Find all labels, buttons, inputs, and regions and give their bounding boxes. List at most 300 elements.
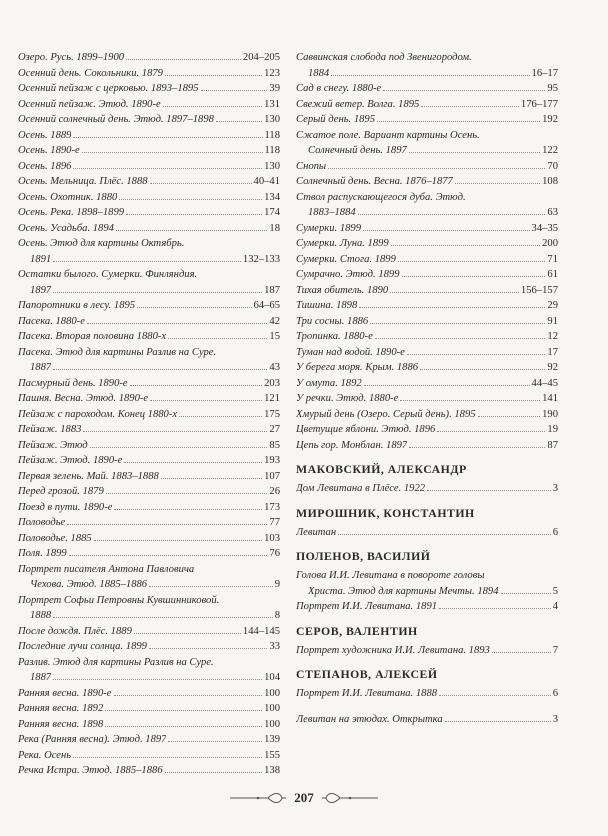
dot-leader [400,400,540,401]
page-ref: 64–65 [253,300,280,311]
index-entry [18,112,280,128]
entry-title: Портрет писателя Антона Павловича [18,563,195,575]
entry-title: Саввинская слобода под Звенигородом. [296,52,472,63]
entry-title: Осенний пейзаж. Этюд. 1890-е [18,98,161,110]
entry-title: Цветущие яблони. Этюд. 1896 [296,424,436,435]
index-entry [18,701,280,717]
page-ref: 95 [547,83,558,94]
index-entry [296,267,558,283]
index-entry [18,159,280,175]
page-ref: 33 [269,641,280,652]
page-ref: 118 [264,145,280,156]
entry-title: Ранняя весна. 1892 [18,703,104,714]
dot-leader [114,509,262,510]
entry-title: 1887 [30,672,52,683]
dot-leader [398,261,546,262]
index-entry [18,562,280,593]
page-ref: 173 [264,501,280,513]
entry-title: Пасека. Вторая половина 1880-х [18,331,167,342]
page-ref: 70 [547,160,558,172]
artist-heading: СЕРОВ, ВАЛЕНТИН [296,623,418,638]
page-ref: 3 [552,713,558,725]
page-ref: 91 [547,315,558,327]
entry-title: Первая зелень. Май. 1883–1888 [18,470,159,482]
index-entry [18,143,280,159]
page-ref: 130 [264,160,280,172]
entry-title: Сумерки. 1899 [296,222,362,234]
dot-leader [119,199,262,200]
entry-title: Разлив. Этюд для картины Разлив на Суре. [18,656,214,668]
index-entry [296,190,558,221]
index-entry [296,643,558,659]
page-ref: 3 [552,483,558,494]
dot-leader [391,245,540,246]
page-ref: 203 [264,377,280,389]
entry-title: Сумерки. Стога. 1899 [296,253,396,265]
dot-leader [90,447,268,448]
dot-leader [421,106,519,107]
entry-title: Пейзаж. 1883 [18,424,82,435]
entry-title: Сжатое поле. Вариант картины Осень. [296,129,480,141]
entry-title: Портрет И.И. Левитана. 1891 [296,601,438,612]
entry-title: Пасека. Этюд для картины Разлив на Суре. [18,346,217,358]
dot-leader [437,431,545,432]
page-ref: 43 [269,362,280,373]
index-entry [18,391,280,407]
page-ref: 63 [547,207,558,218]
index-entry [296,174,558,190]
page-ref: 100 [264,703,280,714]
entry-title: Осень. Река. 1898–1899 [18,207,125,218]
dot-leader [150,400,262,401]
dot-leader [216,121,262,122]
dot-leader [331,75,529,76]
dot-leader [165,772,262,773]
page-ref: 138 [264,765,280,776]
index-entry [296,221,558,237]
entry-title: Портрет Софьи Петровны Кувшинниковой. [18,594,220,606]
entry-title: Туман над водой. 1890-е [296,346,405,358]
dot-leader [124,462,262,463]
index-entry [296,329,558,345]
index-entry [18,314,280,330]
index-entry [18,345,280,376]
index-entry [296,391,558,407]
dot-leader [67,524,267,525]
dot-leader [370,323,545,324]
page-ref: 131 [264,98,280,110]
entry-title: Тишина. 1898 [296,300,358,311]
dot-leader [168,741,262,742]
entry-title: Река (Ранняя весна). Этюд. 1897 [18,734,167,745]
page-ref: 16–17 [531,67,558,79]
index-entry [18,422,280,438]
dot-leader [53,292,262,293]
page-ref: 8 [274,610,280,621]
dot-leader [377,121,540,122]
dot-leader [439,695,551,696]
dot-leader [165,75,262,76]
entry-title: 1887 [30,362,52,373]
left-column [18,50,280,779]
page-ref: 204–205 [242,52,280,63]
page-ref: 103 [264,532,280,544]
left-ornament-icon [228,791,288,805]
page-ref: 9 [274,579,280,590]
page-ref: 17 [547,346,558,358]
index-entry [18,639,280,655]
entry-title: Поезд в пути. 1890-е [18,501,113,513]
entry-title: После дождя. Плёс. 1889 [18,625,132,637]
entry-title: Половодье. 1885 [18,532,92,544]
page-ref: 144–145 [242,625,280,637]
entry-title: Ствол распускающегося дуба. Этюд. [296,191,466,203]
dot-leader [455,183,540,184]
dot-leader [501,593,551,594]
page-ref: 85 [269,439,280,451]
entry-title: У речки. Этюд. 1880-е [296,393,399,404]
page-ref: 190 [542,408,558,420]
page-ref: 132–133 [242,253,280,265]
page-ref: 100 [264,687,280,699]
entry-title: Портрет И.И. Левитана. 1888 [296,688,438,699]
dot-leader [359,307,545,308]
dot-leader [409,447,545,448]
page-ref: 139 [264,734,280,745]
entry-title: 1897 [30,284,52,296]
entry-title: Пейзаж. Этюд [18,439,88,451]
index-entry [296,314,558,330]
entry-title: Пасмурный день. 1890-е [18,377,128,389]
entry-title: Осенний пейзаж с церковью. 1893–1895 [18,83,199,94]
entry-title: Пашня. Весна. Этюд. 1890-е [18,393,149,404]
index-entry [296,159,558,175]
dot-leader [73,757,262,758]
index-entry [18,50,280,66]
index-entry [296,360,558,376]
dot-leader [149,586,273,587]
index-entry [18,66,280,82]
artist-heading: МАКОВСКИЙ, АЛЕКСАНДР [296,462,467,476]
index-entry [296,422,558,438]
entry-title: Христа. Этюд для картины Мечты. 1894 [308,585,499,597]
page-ref: 100 [264,718,280,730]
index-entry [18,174,280,190]
entry-title: Река. Осень [18,749,72,761]
entry-title: Тихая обитель. 1890 [296,284,389,296]
page-ref: 121 [264,393,280,404]
entry-title: Серый день. 1895 [296,114,376,125]
entry-title: Солнечный день. Весна. 1876–1877 [296,176,453,187]
index-entry [296,112,558,128]
dot-leader [53,261,241,262]
entry-title: Три сосны. 1886 [296,315,369,327]
page-ref: 76 [269,548,280,559]
index-entry [296,128,558,159]
dot-leader [130,385,262,386]
entry-title: Хмурый день (Озеро. Серый день). 1895 [296,408,476,420]
page-ref: 123 [264,67,280,79]
dot-leader [439,608,551,609]
dot-leader [83,431,267,432]
index-entry [296,97,558,113]
index-entry [18,298,280,314]
entry-title: Сумерки. Луна. 1899 [296,238,389,249]
entry-title: Папоротники в лесу. 1895 [18,300,136,311]
index-entry [296,50,558,81]
index-entry [18,546,280,562]
page-ref: 34–35 [531,222,558,234]
page-ref: 200 [542,238,558,249]
dot-leader [116,230,267,231]
dot-leader [149,648,267,649]
index-entry [296,81,558,97]
page-ref: 134 [264,191,280,203]
index-entry [18,221,280,237]
page-ref: 7 [552,644,558,656]
page-ref: 174 [264,207,280,218]
dot-leader [126,59,241,60]
index-entry [18,97,280,113]
dot-leader [445,721,551,722]
page-ref: 29 [547,300,558,311]
dot-leader [364,385,530,386]
index-entry [296,712,558,728]
entry-title: Левитан [296,526,337,538]
dot-leader [420,369,545,370]
entry-title: 1891 [30,253,52,265]
index-entry [296,525,558,541]
index-entry [18,624,280,640]
spacer [296,702,558,712]
entry-title: У омута. 1892 [296,377,362,389]
artist-heading: ПОЛЕНОВ, ВАСИЛИЙ [296,549,431,563]
dot-leader [168,338,267,339]
entry-title: Снопы [296,160,327,172]
entry-title: Перед грозой. 1879 [18,486,104,497]
index-entry [296,376,558,392]
dot-leader [126,214,262,215]
index-entry [18,81,280,97]
dot-leader [150,183,252,184]
page-ref: 156–157 [520,284,558,296]
entry-title: 1883–1884 [308,207,356,218]
index-entry [18,190,280,206]
dot-leader [179,416,262,417]
dot-leader [94,540,262,541]
page-ref: 44–45 [531,377,558,389]
index-entry [18,515,280,531]
entry-title: Осень. Мельница. Плёс. 1888 [18,176,148,187]
entry-title: Сад в снегу. 1880-е [296,83,382,94]
index-entry [18,717,280,733]
dot-leader [407,354,546,355]
page-ref: 107 [264,470,280,482]
dot-leader [328,168,545,169]
entry-title: Голова И.И. Левитана в повороте головы [296,570,485,581]
dot-leader [338,534,551,535]
entry-title: Пейзаж. Этюд. 1890-е [18,455,123,466]
index-entry [18,236,280,267]
page-ref: 130 [264,114,280,125]
right-column [296,50,558,727]
entry-title: Осень. 1896 [18,160,72,172]
index-entry [296,345,558,361]
dot-leader [163,106,262,107]
dot-leader [114,695,263,696]
index-entry [296,252,558,268]
page-ref: 27 [269,424,280,435]
dot-leader [105,710,262,711]
dot-leader [363,230,530,231]
index-entry [18,469,280,485]
page-footer [0,786,608,810]
page-ref: 61 [547,269,558,280]
index-entry [296,438,558,454]
index-entry [18,500,280,516]
entry-title: Свежий ветер. Волга. 1895 [296,98,420,110]
page-ref: 4 [552,601,558,612]
page-ref: 18 [269,222,280,234]
page-ref: 155 [264,749,280,761]
dot-leader [53,617,273,618]
page-ref: 26 [269,486,280,497]
dot-leader [358,214,546,215]
entry-title: Остатки былого. Сумерки. Финляндия. [18,269,198,280]
dot-leader [201,90,268,91]
entry-title: Портрет художника И.И. Левитана. 1893 [296,644,490,656]
entry-title: Пейзаж с пароходом. Конец 1880-х [18,408,178,420]
page-ref: 176–177 [520,98,558,110]
page-ref: 192 [542,114,558,125]
page-ref: 12 [547,331,558,342]
index-entry [18,128,280,144]
entry-title: Солнечный день. 1897 [308,145,407,156]
index-entry [296,481,558,497]
dot-leader [53,369,267,370]
index-entry [18,407,280,423]
page-ref: 6 [552,688,558,699]
page-ref: 122 [542,145,558,156]
page-number: 207 [294,790,314,805]
index-entry [18,376,280,392]
page-ref: 187 [264,284,280,296]
page-ref: 15 [269,331,280,342]
index-entry [296,236,558,252]
page-ref: 92 [547,362,558,373]
entry-title: 1888 [30,610,52,621]
dot-leader [478,416,541,417]
page-ref: 118 [264,129,280,141]
entry-title: Осень. Охотник. 1880 [18,191,118,203]
index-entry [296,568,558,599]
entry-title: У берега моря. Крым. 1886 [296,362,419,373]
index-entry [18,267,280,298]
index-entry [18,453,280,469]
dot-leader [427,490,551,491]
entry-title: Чехова. Этюд. 1885–1886 [30,579,148,590]
dot-leader [409,152,540,153]
dot-leader [134,633,241,634]
dot-leader [105,726,262,727]
dot-leader [73,137,262,138]
entry-title: Осенний день. Сокольники. 1879 [18,67,163,79]
index-entry [18,531,280,547]
page-ref: 5 [552,585,558,597]
index-entry [18,655,280,686]
entry-title: Озеро. Русь. 1899–1900 [18,52,125,63]
index-entry [18,748,280,764]
entry-title: Пасека. 1880-е [18,315,85,327]
index-entry [18,438,280,454]
entry-title: Сумрачно. Этюд. 1899 [296,269,400,280]
page-ref: 175 [264,408,280,420]
page-ref: 104 [264,672,280,683]
dot-leader [161,478,262,479]
page-ref: 19 [547,424,558,435]
dot-leader [69,555,268,556]
dot-leader [106,493,268,494]
dot-leader [82,152,263,153]
index-entry [18,686,280,702]
dot-leader [375,338,546,339]
page-ref: 77 [269,517,280,528]
entry-title: Ранняя весна. 1890-е [18,687,112,699]
page-ref: 141 [542,393,558,404]
entry-title: Ранняя весна. 1898 [18,718,104,730]
entry-title: Последние лучи солнца. 1899 [18,641,147,652]
entry-title: Осень. 1889 [18,129,72,141]
dot-leader [53,679,262,680]
artist-heading: СТЕПАНОВ, АЛЕКСЕЙ [296,667,438,681]
page-ref: 6 [552,526,558,538]
artist-heading: МИРОШНИК, КОНСТАНТИН [296,505,475,520]
entry-title: Поля. 1899 [18,548,67,559]
page-ref: 39 [269,83,280,94]
entry-title: Тропинка. 1880-е [296,331,373,342]
page-ref: 71 [547,253,558,265]
index-entry [18,205,280,221]
page-ref: 108 [542,176,558,187]
right-ornament-icon [320,791,380,805]
entry-title: 1884 [308,67,330,79]
entry-title: Осенний солнечный день. Этюд. 1897–1898 [18,114,214,125]
index-entry [296,298,558,314]
dot-leader [87,323,267,324]
page-ref: 87 [547,439,558,451]
dot-leader [402,276,546,277]
page-ref: 40–41 [253,176,280,187]
page-ref: 193 [264,455,280,466]
index-entry [18,732,280,748]
dot-leader [383,90,545,91]
index-entry [18,763,280,779]
index-entry [296,283,558,299]
entry-title: Осень. 1890-е [18,145,80,156]
entry-title: Осень. Этюд для картины Октябрь. [18,238,185,249]
index-entry [18,484,280,500]
index-entry [296,686,558,702]
entry-title: Дом Левитана в Плёсе. 1922 [296,483,426,494]
dot-leader [137,307,251,308]
index-entry [18,329,280,345]
entry-title: Половодье [18,517,66,528]
entry-title: Осень. Усадьба. 1894 [18,222,114,234]
dot-leader [492,652,551,653]
dot-leader [73,168,262,169]
dot-leader [390,292,519,293]
entry-title: Левитан на этюдах. Открытка [296,713,443,725]
